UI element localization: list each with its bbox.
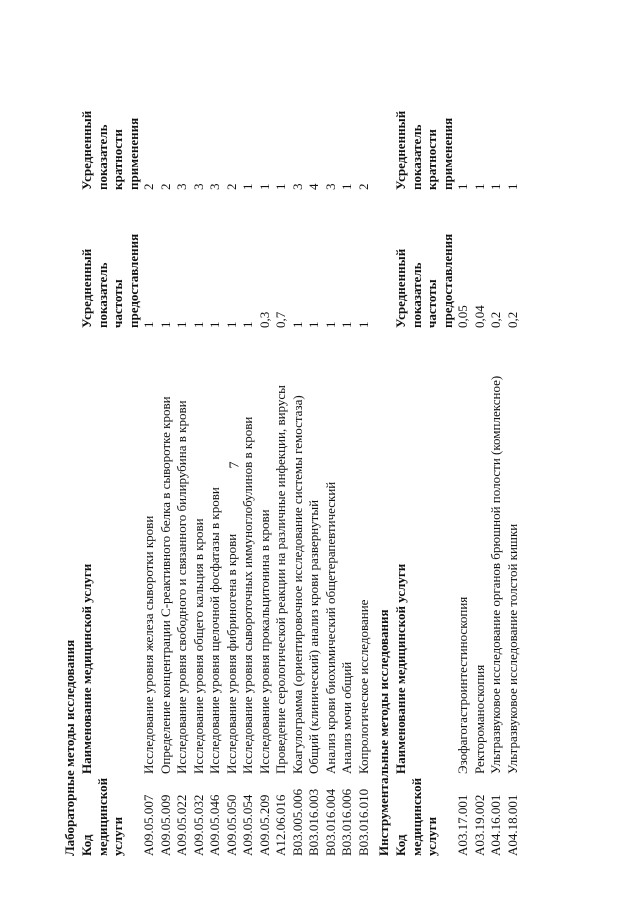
table-header [79, 46, 141, 856]
instrumental-methods-section [376, 46, 521, 856]
table-row: A03.17.001 Эзофагогастроинтестиноскопия 0,05 1 [455, 183, 470, 856]
header-multiplicity: Усредненный показатель кратности применения [393, 110, 455, 190]
table-row: A12.06.016 Проведение серологической реакции на различные инфекции, вирусы 0,7 1 [273, 183, 288, 856]
table-row: A09.05.009 Определение концентрации С-реактивного белка в сыворотке крови 1 2 [157, 183, 173, 856]
header-code: Код медицинской услуги [79, 777, 125, 856]
table-row: A04.16.001 Ультразвуковое исследование органов брюшной полости (комплексное) 0,2 1 [488, 183, 503, 856]
table-row: A09.05.022 Исследование уровня свободного и связанного билирубина в крови 1 3 [174, 183, 189, 856]
table-row: A09.05.032 Исследование уровня общего кальция в крови 1 3 [190, 183, 206, 856]
section-title: Инструментальные методы исследования [376, 609, 391, 856]
table-row: A09.05.054 Исследование уровня сывороточных иммуноглобулинов в крови 1 1 [240, 183, 255, 856]
header-frequency: Усредненный показатель частоты предоставления [393, 233, 455, 328]
rotated-page-content [62, 46, 582, 856]
table-header [393, 46, 455, 856]
header-code: Код медицинской услуги [393, 777, 439, 856]
table-row: B03.016.003 Общий (клинический) анализ крови развернутый 1 4 [306, 183, 321, 856]
header-name: Наименование медицинской услуги [393, 563, 408, 774]
table-row: B03.005.006 Коагулограмма (ориентировочное исследование системы гемостаза) 1 3 [289, 183, 305, 856]
table-row: A09.05.050 Исследование уровня фибриногена в крови 1 2 [223, 183, 239, 856]
table-row: B03.016.010 Копрологическое исследование 1 2 [355, 183, 371, 856]
table-row: A09.05.007 Исследование уровня железа сыворотки крови 1 2 [141, 183, 156, 856]
table-row: A09.05.046 Исследование уровня щелочной фосфатазы в крови 1 3 [207, 183, 222, 856]
table-row: A09.05.209 Исследование уровня прокальцитонина в крови 0,3 1 [256, 183, 272, 856]
table-row: B03.016.006 Анализ мочи общий 1 1 [339, 183, 354, 856]
page-number: 7 [227, 461, 243, 469]
table-row: B03.016.004 Анализ крови биохимический общетерапевтический 1 3 [322, 183, 338, 856]
table-row: A03.19.002 Ректороманоскопия 0,04 1 [471, 183, 487, 856]
table-row: A04.18.001 Ультразвуковое исследование толстой кишки 0,2 1 [504, 183, 520, 856]
section-title: Лабораторные методы исследования [62, 639, 77, 856]
header-multiplicity: Усредненный показатель кратности применения [79, 110, 141, 190]
header-name: Наименование медицинской услуги [79, 563, 94, 774]
lab-methods-section [62, 46, 372, 856]
header-frequency: Усредненный показатель частоты предоставления [79, 233, 141, 328]
